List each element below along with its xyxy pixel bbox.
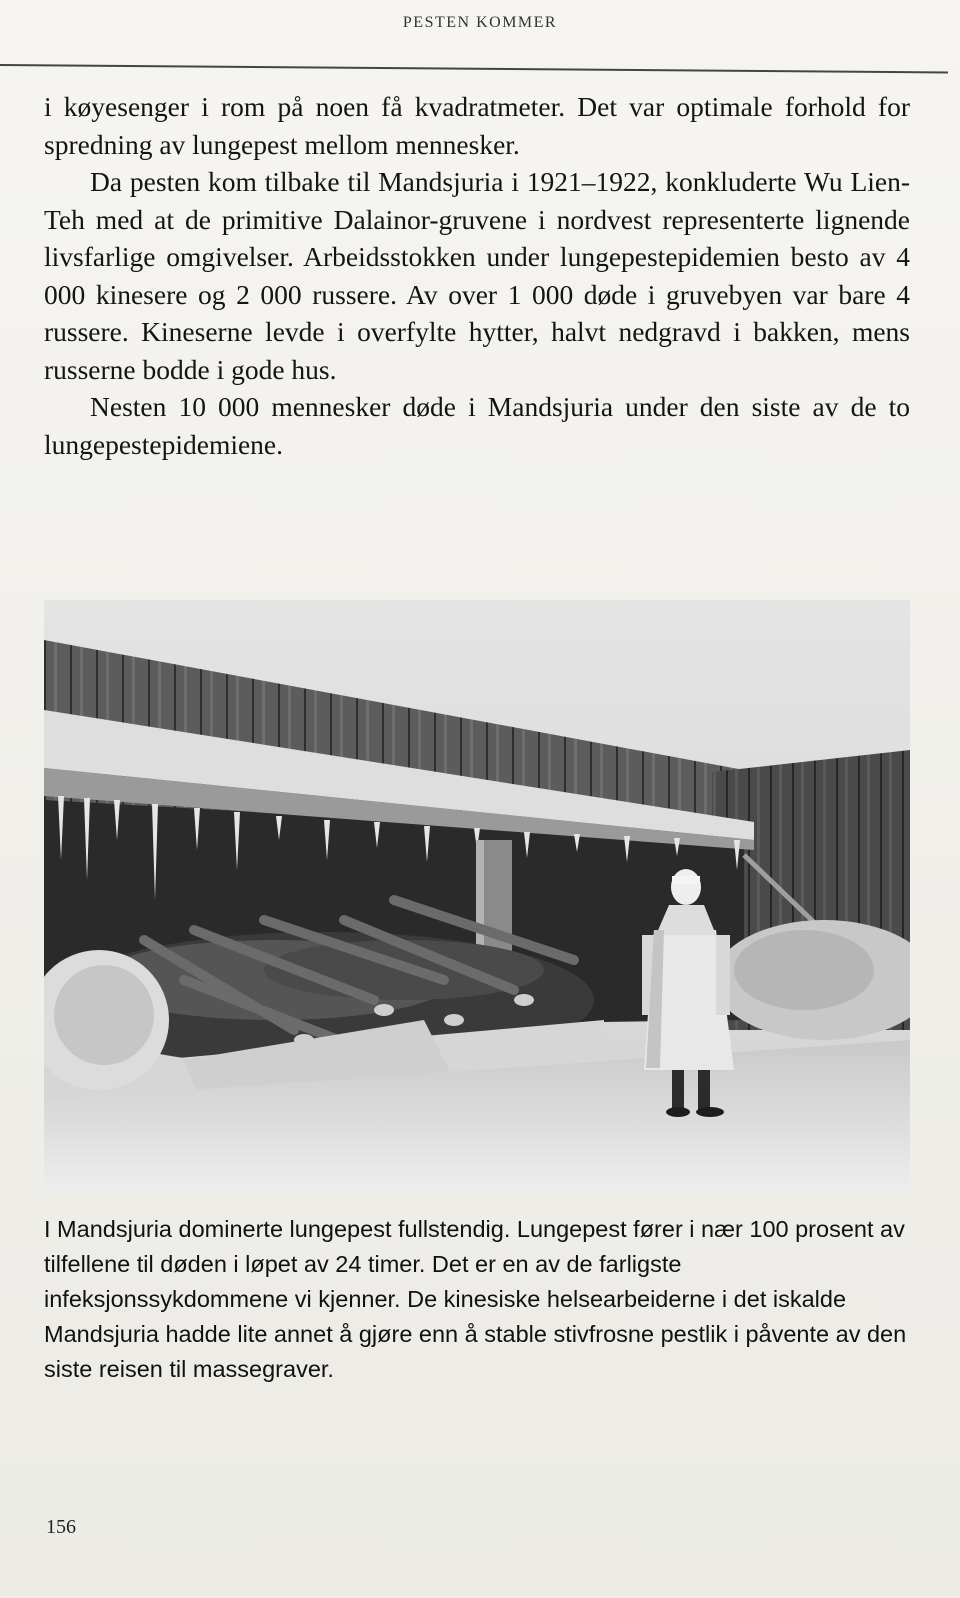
- page-number: 156: [46, 1516, 76, 1538]
- paragraph-3: Nesten 10 000 mennesker døde i Mandsjuria under den siste av de to lungepestepidemiene.: [44, 391, 910, 460]
- photo-caption: [44, 1212, 914, 1387]
- paragraph-2: Da pesten kom tilbake til Mandsjuria i 1921–1922, konkluderte Wu Lien-Teh med at de primitive Dalainor-gruvene i nordvest representerte lignende livsfarlige omgivelser. Arbeidsstokken under lungepestepidemien besto av 4 000 kinesere og 2 000 russere. Av over 1 000 døde i gruvebyen var bare 4 russere. Kineserne levde i overfylte hytter, halvt nedgravd i bakken, mens russerne bodde i gode hus.: [44, 166, 910, 385]
- body-text: [44, 88, 910, 463]
- caption-text: I Mandsjuria dominerte lungepest fullstendig. Lungepest fører i nær 100 prosent av tilfellene til døden i løpet av 24 timer. Det er en av de farligste infeksjonssykdommene vi kjenner. De kinesiske helsearbeiderne i det iskalde Mandsjuria hadde lite annet å gjøre enn å stable stivfrosne pestlik i påvente av den siste reisen til massegraver.: [44, 1216, 907, 1382]
- header-rule: [0, 64, 948, 73]
- running-head: PESTEN KOMMER: [402, 14, 558, 31]
- paragraph-1: i køyesenger i rom på noen få kvadratmeter. Det var optimale forhold for spredning av lungepest mellom mennesker.: [44, 91, 910, 160]
- photograph: [44, 600, 910, 1190]
